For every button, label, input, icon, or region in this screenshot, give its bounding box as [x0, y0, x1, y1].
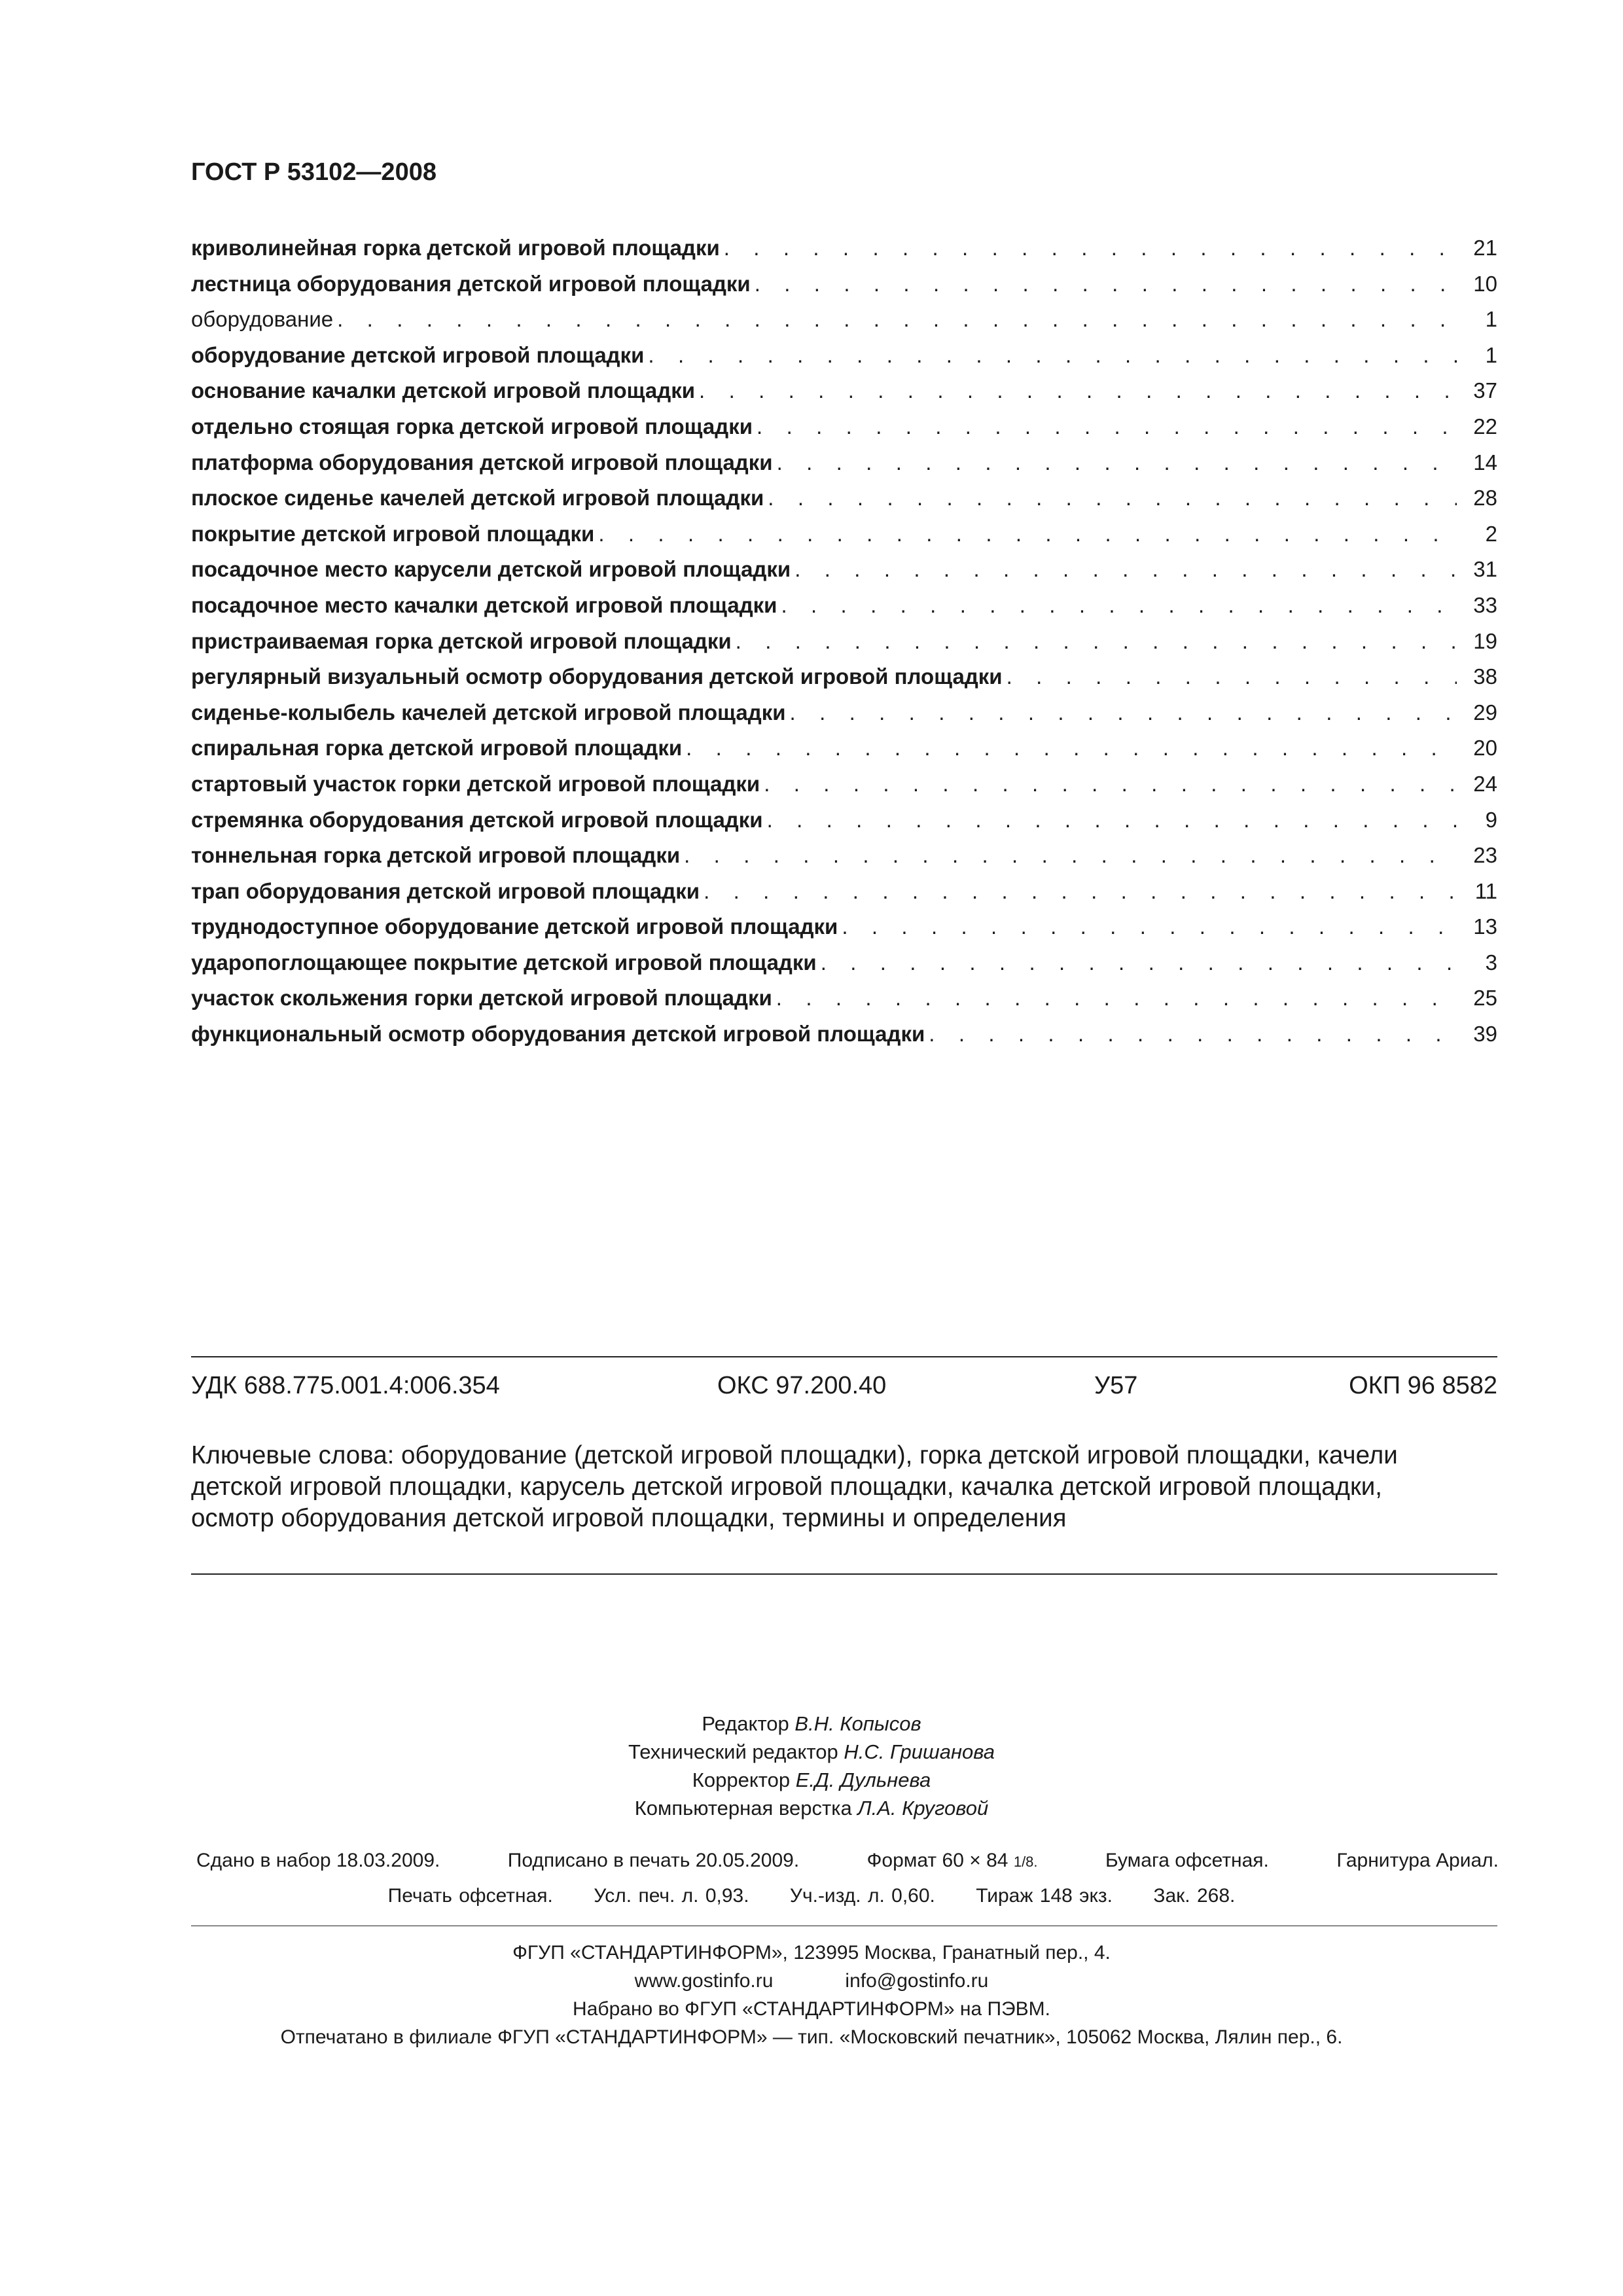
credit-editor — [0, 1710, 1623, 1738]
index-entry — [191, 730, 1497, 766]
publication-row-2 — [0, 1885, 1623, 1907]
index-page-number: 9 — [1485, 807, 1497, 832]
dot-leader — [781, 588, 1457, 624]
index-term: тоннельная горка детской игровой площадки — [191, 843, 681, 868]
index-term: труднодоступное оборудование детской игровой площадки — [191, 914, 838, 939]
u-code: У57 — [1094, 1372, 1138, 1399]
index-page-number: 39 — [1473, 1022, 1497, 1047]
dot-leader — [777, 445, 1457, 481]
dot-leader — [684, 838, 1457, 874]
dot-leader — [755, 266, 1457, 302]
credit-layout — [0, 1794, 1623, 1822]
index-entry — [191, 588, 1497, 624]
print-sheets: Усл. печ. л. 0,93. — [594, 1885, 749, 1907]
dot-leader — [704, 874, 1457, 910]
index-term: посадочное место качалки детской игровой площадки — [191, 592, 777, 617]
index-term: регулярный визуальный осмотр оборудования детской игровой площадки — [191, 664, 1003, 689]
index-entry — [191, 230, 1497, 266]
printer-address: ФГУП «СТАНДАРТИНФОРМ», 123995 Москва, Гранатный пер., 4. — [512, 1942, 1111, 1964]
index-entry — [191, 802, 1497, 838]
index-page-number: 37 — [1473, 378, 1497, 403]
index-page-number: 31 — [1473, 557, 1497, 582]
index-entry — [191, 409, 1497, 445]
index-page-number: 25 — [1473, 986, 1497, 1011]
printed-note: Отпечатано в филиале ФГУП «СТАНДАРТИНФОРМ» — тип. «Московский печатник», 105062 Москва, Лялин пер., 6. — [280, 2026, 1343, 2048]
dot-leader — [794, 552, 1457, 588]
index-entry — [191, 302, 1497, 338]
index-entry — [191, 766, 1497, 802]
index-page-number: 22 — [1473, 414, 1497, 439]
credit-name: Л.А. Круговой — [857, 1797, 989, 1820]
index-term: спиральная горка детской игровой площадки — [191, 736, 683, 761]
index-entry — [191, 516, 1497, 552]
dot-leader — [337, 302, 1457, 338]
index-term: стремянка оборудования детской игровой площадки — [191, 807, 763, 832]
typeset-note: Набрано во ФГУП «СТАНДАРТИНФОРМ» на ПЭВМ. — [573, 1998, 1050, 2020]
index-page-number: 23 — [1473, 843, 1497, 868]
index-page-number: 20 — [1473, 736, 1497, 761]
index-entry — [191, 1016, 1497, 1052]
index-page-number: 3 — [1485, 950, 1497, 975]
index-entry — [191, 695, 1497, 731]
dot-leader — [821, 945, 1457, 981]
index-entry — [191, 980, 1497, 1016]
index-page-number: 38 — [1473, 664, 1497, 689]
dot-leader — [764, 766, 1457, 802]
index-term: ударопоглощающее покрытие детской игровой площадки — [191, 950, 817, 975]
dot-leader — [598, 516, 1457, 552]
index-term: оборудование — [191, 307, 334, 332]
keywords — [191, 1440, 1500, 1534]
index-entry — [191, 480, 1497, 516]
term-index — [191, 230, 1497, 1052]
index-entry — [191, 338, 1497, 374]
credit-label: Компьютерная верстка — [634, 1797, 852, 1820]
index-term: пристраиваемая горка детской игровой площадки — [191, 628, 732, 653]
index-page-number: 19 — [1473, 628, 1497, 653]
index-entry — [191, 909, 1497, 945]
print-type: Печать офсетная. — [387, 1885, 553, 1907]
index-term: плоское сиденье качелей детской игровой площадки — [191, 486, 764, 511]
index-term: лестница оборудования детской игровой площадки — [191, 271, 751, 296]
credit-name: Н.С. Гришанова — [844, 1740, 995, 1763]
index-page-number: 1 — [1485, 342, 1497, 367]
keywords-line: детской игровой площадки, карусель детской игровой площадки, качалка детской игровой площадки, — [191, 1473, 1382, 1501]
index-term: криволинейная горка детской игровой площадки — [191, 236, 720, 260]
page-title: ГОСТ Р 53102—2008 — [191, 158, 437, 186]
index-term: сиденье-колыбель качелей детской игровой площадки — [191, 700, 786, 725]
index-page-number: 1 — [1485, 307, 1497, 332]
index-page-number: 33 — [1473, 592, 1497, 617]
printer-contacts — [0, 1967, 1623, 1995]
index-term: трап оборудования детской игровой площадки — [191, 878, 700, 903]
keywords-line: Ключевые слова: оборудование (детской игровой площадки), горка детской игровой площадки, качели — [191, 1441, 1398, 1469]
index-page-number: 29 — [1473, 700, 1497, 725]
dot-leader — [757, 409, 1457, 445]
index-term: платформа оборудования детской игровой площадки — [191, 450, 773, 475]
okp-code: ОКП 96 8582 — [1349, 1372, 1497, 1399]
index-page-number: 24 — [1473, 771, 1497, 796]
signed-date: Подписано в печать 20.05.2009. — [507, 1850, 800, 1871]
email-link[interactable]: info@gostinfo.ru — [845, 1970, 989, 1992]
oks-code: ОКС 97.200.40 — [717, 1372, 887, 1399]
index-term: стартовый участок горки детской игровой площадки — [191, 771, 760, 796]
index-page-number: 13 — [1473, 914, 1497, 939]
index-entry — [191, 266, 1497, 302]
dot-leader — [776, 980, 1457, 1016]
credit-tech-editor — [0, 1738, 1623, 1766]
dot-leader — [929, 1016, 1457, 1052]
dot-leader — [686, 730, 1457, 766]
credit-label: Редактор — [702, 1712, 789, 1735]
credit-name: Е.Д. Дульнева — [795, 1768, 931, 1791]
paper-type: Бумага офсетная. — [1105, 1850, 1269, 1871]
index-term: отдельно стоящая горка детской игровой площадки — [191, 414, 753, 439]
dot-leader — [736, 624, 1457, 660]
index-term: посадочное место карусели детской игровой площадки — [191, 557, 791, 582]
index-entry — [191, 838, 1497, 874]
index-term: покрытие детской игровой площадки — [191, 521, 595, 546]
index-term: основание качалки детской игровой площадки — [191, 378, 696, 403]
credit-name: В.Н. Копысов — [794, 1712, 921, 1735]
dot-leader — [699, 373, 1457, 409]
keywords-line: осмотр оборудования детской игровой площадки, термины и определения — [191, 1504, 1067, 1532]
index-page-number: 21 — [1473, 236, 1497, 260]
order-number: Зак. 268. — [1153, 1885, 1236, 1907]
divider-keywords — [191, 1573, 1497, 1575]
index-entry — [191, 945, 1497, 981]
index-entry — [191, 445, 1497, 481]
index-entry — [191, 624, 1497, 660]
print-run: Тираж 148 экз. — [976, 1885, 1113, 1907]
index-entry — [191, 552, 1497, 588]
dot-leader — [1007, 659, 1457, 695]
index-page-number: 11 — [1474, 878, 1497, 903]
index-term: участок скольжения горки детской игровой площадки — [191, 986, 772, 1011]
divider-top — [191, 1356, 1497, 1357]
submitted-date: Сдано в набор 18.03.2009. — [196, 1850, 440, 1871]
dot-leader — [724, 230, 1457, 266]
dot-leader — [842, 909, 1457, 945]
typeface: Гарнитура Ариал. — [1336, 1850, 1499, 1871]
udk-code: УДК 688.775.001.4:006.354 — [191, 1372, 500, 1399]
index-page-number: 10 — [1473, 271, 1497, 296]
credits — [0, 1710, 1623, 1822]
index-term: функциональный осмотр оборудования детской игровой площадки — [191, 1022, 925, 1047]
index-page-number: 28 — [1473, 486, 1497, 511]
printer-info — [0, 1939, 1623, 2051]
paper-format: Формат 60 × 84 1/8. — [866, 1850, 1038, 1871]
pub-sheets: Уч.-изд. л. 0,60. — [789, 1885, 935, 1907]
dot-leader — [767, 802, 1457, 838]
credit-corrector — [0, 1766, 1623, 1794]
dot-leader — [790, 695, 1457, 731]
website-link[interactable]: www.gostinfo.ru — [634, 1970, 774, 1992]
index-page-number: 14 — [1473, 450, 1497, 475]
index-entry — [191, 659, 1497, 695]
index-term: оборудование детской игровой площадки — [191, 342, 645, 367]
dot-leader — [648, 338, 1457, 374]
dot-leader — [768, 480, 1457, 516]
credit-label: Корректор — [692, 1768, 791, 1791]
credit-label: Технический редактор — [628, 1740, 838, 1763]
index-entry — [191, 874, 1497, 910]
index-entry — [191, 373, 1497, 409]
publication-row-1 — [196, 1850, 1499, 1872]
index-page-number: 2 — [1485, 521, 1497, 546]
